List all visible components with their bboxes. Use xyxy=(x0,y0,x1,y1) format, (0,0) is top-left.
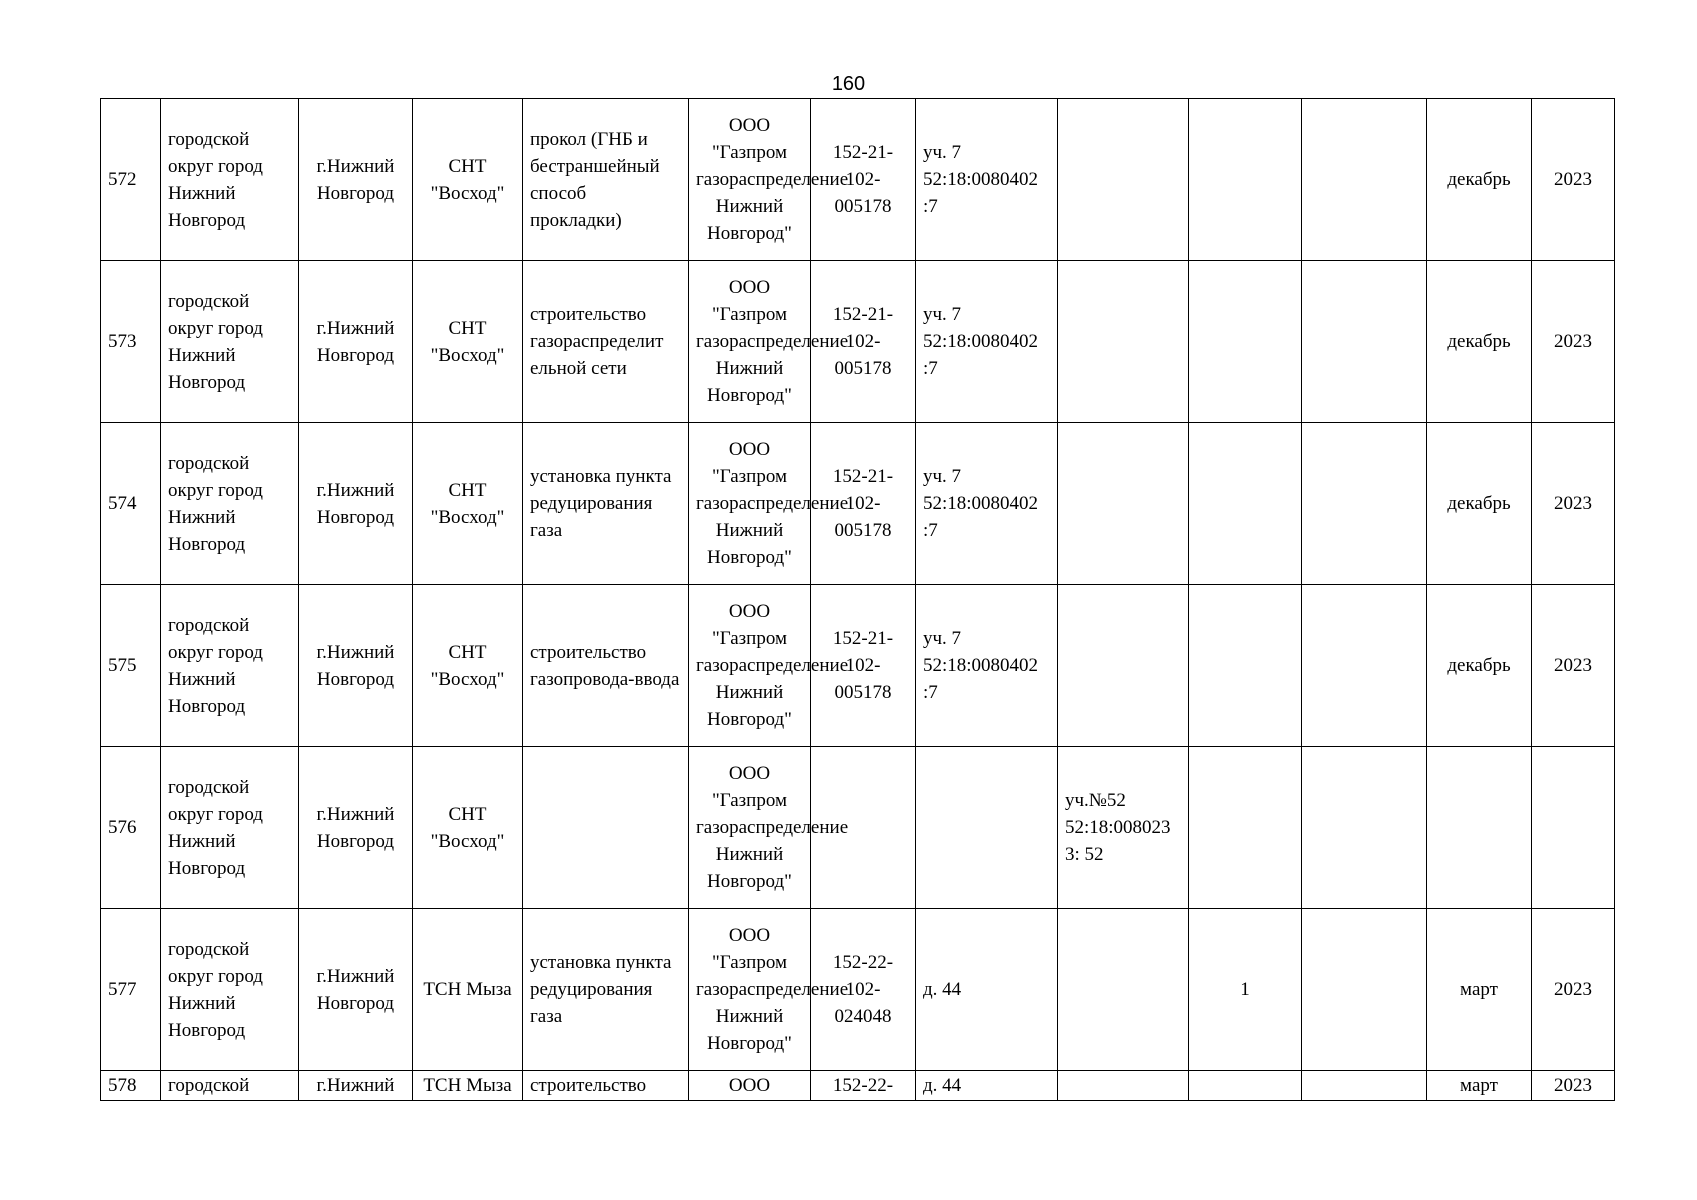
settlement-cell: СНТ "Восход" xyxy=(413,99,523,261)
year-cell: 2023 xyxy=(1532,423,1615,585)
organization-cell: ООО "Газпром газораспределение Нижний Новгород" xyxy=(689,747,811,909)
district-cell: городской округ город Нижний Новгород xyxy=(161,909,299,1071)
work-type-cell: строительство xyxy=(523,1071,689,1101)
table-row xyxy=(101,1071,1615,1101)
city-cell: г.Нижний Новгород xyxy=(299,261,413,423)
extra-cell xyxy=(1302,747,1427,909)
extra-cell xyxy=(1302,909,1427,1071)
work-type-cell: установка пункта редуцирования газа xyxy=(523,423,689,585)
row-number: 577 xyxy=(101,909,161,1071)
plot-cell: уч. 7 52:18:0080402 :7 xyxy=(916,585,1058,747)
settlement-cell: ТСН Мыза xyxy=(413,1071,523,1101)
work-type-cell xyxy=(523,747,689,909)
city-cell: г.Нижний Новгород xyxy=(299,585,413,747)
table-row xyxy=(101,585,1615,747)
registry-code-cell: 152-21-102-005178 xyxy=(811,99,916,261)
row-number: 572 xyxy=(101,99,161,261)
month-cell: декабрь xyxy=(1427,423,1532,585)
extra-cell xyxy=(1302,423,1427,585)
quantity-cell xyxy=(1189,423,1302,585)
month-cell: декабрь xyxy=(1427,585,1532,747)
organization-cell: ООО "Газпром газораспределение Нижний Новгород" xyxy=(689,99,811,261)
table-row xyxy=(101,909,1615,1071)
organization-cell: ООО "Газпром газораспределение Нижний Новгород" xyxy=(689,423,811,585)
cadastral-cell xyxy=(1058,423,1189,585)
quantity-cell xyxy=(1189,1071,1302,1101)
work-type-cell: установка пункта редуцирования газа xyxy=(523,909,689,1071)
district-cell: городской округ город Нижний Новгород xyxy=(161,585,299,747)
plot-cell: д. 44 xyxy=(916,909,1058,1071)
cadastral-cell xyxy=(1058,1071,1189,1101)
table-row xyxy=(101,99,1615,261)
year-cell: 2023 xyxy=(1532,909,1615,1071)
plot-cell: уч. 7 52:18:0080402 :7 xyxy=(916,99,1058,261)
table-row xyxy=(101,747,1615,909)
plot-cell: уч. 7 52:18:0080402 :7 xyxy=(916,423,1058,585)
extra-cell xyxy=(1302,261,1427,423)
organization-cell: ООО "Газпром газораспределение Нижний Новгород" xyxy=(689,909,811,1071)
registry-code-cell: 152-22- xyxy=(811,1071,916,1101)
year-cell: 2023 xyxy=(1532,585,1615,747)
organization-cell: ООО "Газпром газораспределение Нижний Новгород" xyxy=(689,261,811,423)
row-number: 578 xyxy=(101,1071,161,1101)
year-cell: 2023 xyxy=(1532,1071,1615,1101)
cadastral-cell: уч.№52 52:18:008023 3: 52 xyxy=(1058,747,1189,909)
extra-cell xyxy=(1302,585,1427,747)
extra-cell xyxy=(1302,1071,1427,1101)
year-cell: 2023 xyxy=(1532,99,1615,261)
organization-cell: ООО "Газпром газораспределение Нижний Новгород" xyxy=(689,585,811,747)
month-cell: декабрь xyxy=(1427,99,1532,261)
district-cell: городской округ город Нижний Новгород xyxy=(161,99,299,261)
city-cell: г.Нижний xyxy=(299,1071,413,1101)
month-cell: март xyxy=(1427,909,1532,1071)
cadastral-cell xyxy=(1058,99,1189,261)
quantity-cell xyxy=(1189,261,1302,423)
page-number: 160 xyxy=(831,73,866,95)
row-number: 576 xyxy=(101,747,161,909)
city-cell: г.Нижний Новгород xyxy=(299,99,413,261)
district-cell: городской округ город Нижний Новгород xyxy=(161,261,299,423)
settlement-cell: СНТ "Восход" xyxy=(413,747,523,909)
registry-code-cell: 152-21-102-005178 xyxy=(811,261,916,423)
year-cell xyxy=(1532,747,1615,909)
registry-code-cell: 152-22-102-024048 xyxy=(811,909,916,1071)
table-row xyxy=(101,423,1615,585)
district-cell: городской округ город Нижний Новгород xyxy=(161,747,299,909)
extra-cell xyxy=(1302,99,1427,261)
quantity-cell xyxy=(1189,99,1302,261)
plot-cell: д. 44 xyxy=(916,1071,1058,1101)
row-number: 574 xyxy=(101,423,161,585)
settlement-cell: СНТ "Восход" xyxy=(413,261,523,423)
cadastral-cell xyxy=(1058,585,1189,747)
cadastral-cell xyxy=(1058,261,1189,423)
settlement-cell: СНТ "Восход" xyxy=(413,423,523,585)
row-number: 573 xyxy=(101,261,161,423)
city-cell: г.Нижний Новгород xyxy=(299,747,413,909)
district-cell: городской округ город Нижний Новгород xyxy=(161,423,299,585)
work-type-cell: строительство газопровода-ввода xyxy=(523,585,689,747)
organization-cell: ООО xyxy=(689,1071,811,1101)
quantity-cell: 1 xyxy=(1189,909,1302,1071)
district-cell: городской xyxy=(161,1071,299,1101)
year-cell: 2023 xyxy=(1532,261,1615,423)
settlement-cell: СНТ "Восход" xyxy=(413,585,523,747)
plot-cell xyxy=(916,747,1058,909)
work-type-cell: прокол (ГНБ и бестраншейный способ прокладки) xyxy=(523,99,689,261)
month-cell: декабрь xyxy=(1427,261,1532,423)
table-row xyxy=(101,261,1615,423)
cadastral-cell xyxy=(1058,909,1189,1071)
registry-code-cell: 152-21-102-005178 xyxy=(811,585,916,747)
row-number: 575 xyxy=(101,585,161,747)
works-table xyxy=(100,98,1615,1101)
city-cell: г.Нижний Новгород xyxy=(299,909,413,1071)
work-type-cell: строительство газораспределит ельной сети xyxy=(523,261,689,423)
plot-cell: уч. 7 52:18:0080402 :7 xyxy=(916,261,1058,423)
month-cell: март xyxy=(1427,1071,1532,1101)
city-cell: г.Нижний Новгород xyxy=(299,423,413,585)
registry-code-cell: 152-21-102-005178 xyxy=(811,423,916,585)
quantity-cell xyxy=(1189,585,1302,747)
settlement-cell: ТСН Мыза xyxy=(413,909,523,1071)
month-cell xyxy=(1427,747,1532,909)
quantity-cell xyxy=(1189,747,1302,909)
